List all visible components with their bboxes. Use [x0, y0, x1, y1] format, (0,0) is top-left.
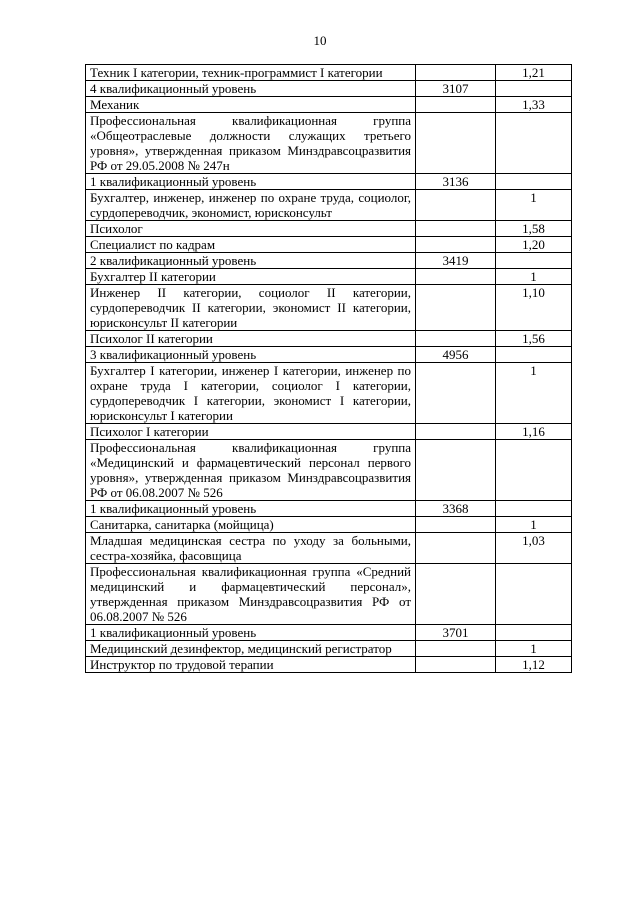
salary-cell [416, 237, 496, 253]
salary-cell: 4956 [416, 347, 496, 363]
position-name-cell: Психолог II категории [86, 331, 416, 347]
salary-cell [416, 564, 496, 625]
salary-cell [416, 221, 496, 237]
position-name-cell: Инструктор по трудовой терапии [86, 657, 416, 673]
salary-cell: 3136 [416, 174, 496, 190]
table-row [86, 424, 572, 440]
coefficient-cell: 1 [496, 517, 572, 533]
table-row [86, 285, 572, 331]
table-row [86, 517, 572, 533]
salary-cell [416, 533, 496, 564]
coefficient-cell [496, 81, 572, 97]
coefficient-cell: 1,21 [496, 65, 572, 81]
position-name-cell: 1 квалификационный уровень [86, 174, 416, 190]
table-row [86, 533, 572, 564]
position-name-cell: 1 квалификационный уровень [86, 625, 416, 641]
table-row [86, 641, 572, 657]
position-name-cell: Медицинский дезинфектор, медицинский регистратор [86, 641, 416, 657]
coefficient-cell: 1,12 [496, 657, 572, 673]
salary-cell [416, 113, 496, 174]
table-row [86, 174, 572, 190]
coefficient-cell: 1,20 [496, 237, 572, 253]
table-row [86, 347, 572, 363]
position-name-cell: Специалист по кадрам [86, 237, 416, 253]
coefficient-cell: 1,33 [496, 97, 572, 113]
position-name-cell: Психолог I категории [86, 424, 416, 440]
salary-cell: 3701 [416, 625, 496, 641]
table-row [86, 331, 572, 347]
salary-cell [416, 190, 496, 221]
coefficient-cell: 1 [496, 190, 572, 221]
position-name-cell: Профессиональная квалификационная группа «Медицинский и фармацевтический персонал первого уровня», утвержденная приказом Минздравсоцразвития РФ от 06.08.2007 № 526 [86, 440, 416, 501]
coefficient-cell [496, 174, 572, 190]
coefficient-cell [496, 501, 572, 517]
table-row [86, 65, 572, 81]
table-row [86, 440, 572, 501]
position-name-cell: Младшая медицинская сестра по уходу за больными, сестра-хозяйка, фасовщица [86, 533, 416, 564]
coefficient-cell [496, 440, 572, 501]
position-name-cell: 4 квалификационный уровень [86, 81, 416, 97]
table-row [86, 564, 572, 625]
coefficient-cell: 1,16 [496, 424, 572, 440]
table-row [86, 190, 572, 221]
table-row [86, 269, 572, 285]
table-row [86, 237, 572, 253]
salary-cell [416, 331, 496, 347]
position-name-cell: Техник I категории, техник-программист I категории [86, 65, 416, 81]
coefficient-cell [496, 625, 572, 641]
coefficient-cell: 1,58 [496, 221, 572, 237]
salary-cell [416, 440, 496, 501]
coefficient-cell: 1,56 [496, 331, 572, 347]
table-row [86, 113, 572, 174]
rates-table [85, 64, 572, 673]
rates-table-body [86, 65, 572, 673]
position-name-cell: Профессиональная квалификационная группа «Средний медицинский и фармацевтический персонал», утвержденная приказом Минздравсоцразвития РФ от 06.08.2007 № 526 [86, 564, 416, 625]
position-name-cell: Бухгалтер, инженер, инженер по охране труда, социолог, сурдопереводчик, экономист, юрисконсульт [86, 190, 416, 221]
salary-cell [416, 424, 496, 440]
position-name-cell: Санитарка, санитарка (мойщица) [86, 517, 416, 533]
salary-cell [416, 657, 496, 673]
table-row [86, 657, 572, 673]
position-name-cell: Профессиональная квалификационная группа «Общеотраслевые должности служащих третьего уровня», утвержденная приказом Минздравсоцразвития РФ от 29.05.2008 № 247н [86, 113, 416, 174]
coefficient-cell [496, 253, 572, 269]
table-row [86, 253, 572, 269]
coefficient-cell: 1,10 [496, 285, 572, 331]
position-name-cell: 2 квалификационный уровень [86, 253, 416, 269]
coefficient-cell [496, 564, 572, 625]
coefficient-cell: 1 [496, 269, 572, 285]
table-row [86, 81, 572, 97]
position-name-cell: Инженер II категории, социолог II категории, сурдопереводчик II категории, экономист II категории, юрисконсульт II категории [86, 285, 416, 331]
salary-cell [416, 285, 496, 331]
coefficient-cell: 1 [496, 363, 572, 424]
coefficient-cell: 1 [496, 641, 572, 657]
salary-cell [416, 269, 496, 285]
coefficient-cell [496, 113, 572, 174]
position-name-cell: Механик [86, 97, 416, 113]
position-name-cell: Психолог [86, 221, 416, 237]
salary-cell: 3419 [416, 253, 496, 269]
salary-cell [416, 363, 496, 424]
table-row [86, 625, 572, 641]
salary-cell [416, 641, 496, 657]
coefficient-cell [496, 347, 572, 363]
page-number: 10 [313, 33, 327, 48]
position-name-cell: Бухгалтер I категории, инженер I категории, инженер по охране труда I категории, социолог I категории, сурдопереводчик I категории, экономист I категории, юрисконсульт I категории [86, 363, 416, 424]
position-name-cell: 3 квалификационный уровень [86, 347, 416, 363]
salary-cell: 3368 [416, 501, 496, 517]
salary-cell [416, 97, 496, 113]
salary-cell [416, 517, 496, 533]
position-name-cell: 1 квалификационный уровень [86, 501, 416, 517]
table-row [86, 501, 572, 517]
salary-cell [416, 65, 496, 81]
position-name-cell: Бухгалтер II категории [86, 269, 416, 285]
table-row [86, 363, 572, 424]
table-row [86, 221, 572, 237]
table-row [86, 97, 572, 113]
coefficient-cell: 1,03 [496, 533, 572, 564]
salary-cell: 3107 [416, 81, 496, 97]
